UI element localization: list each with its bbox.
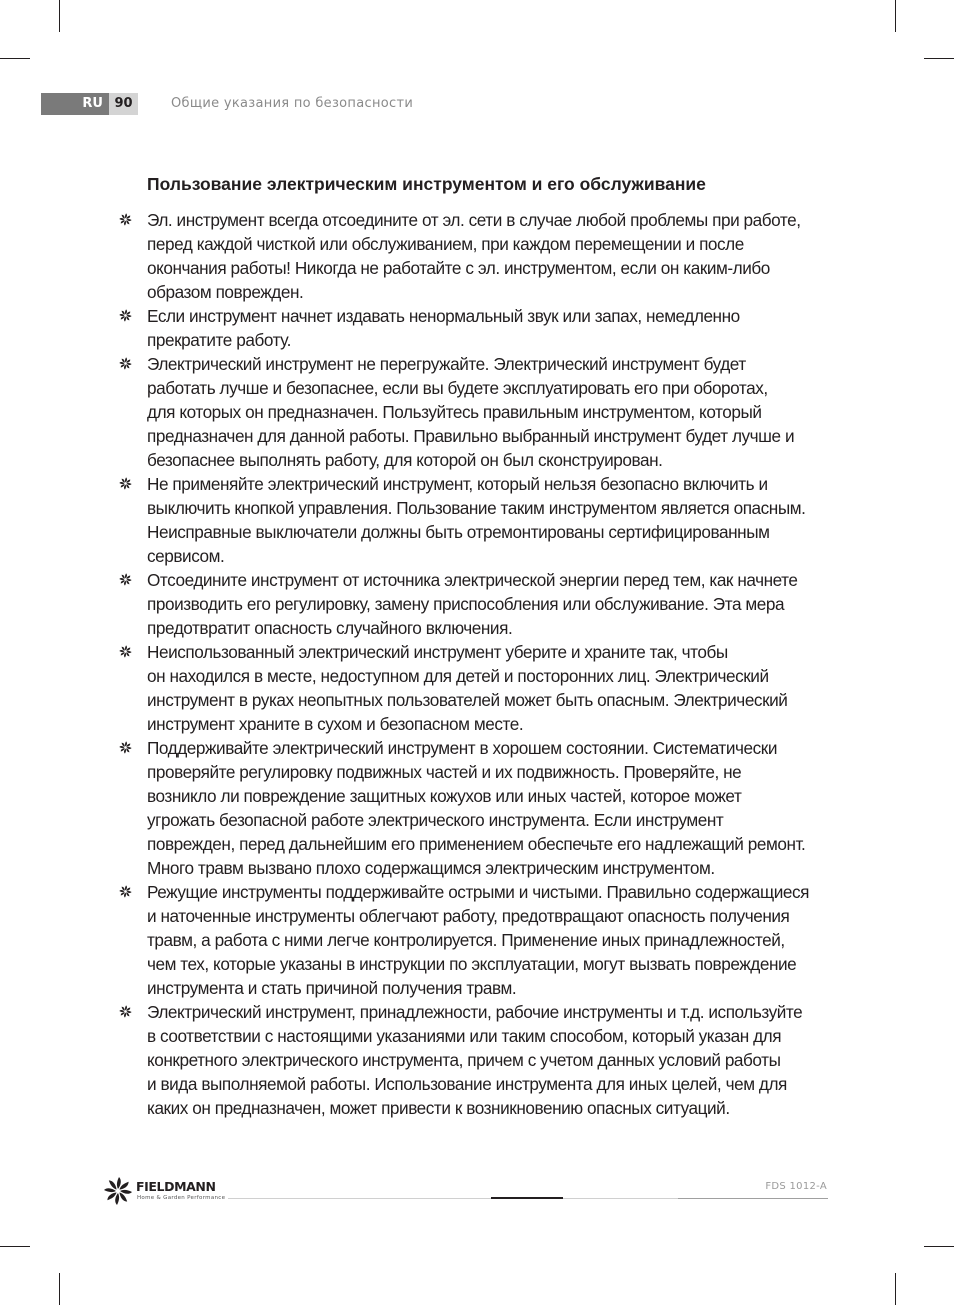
section-title: Общие указания по безопасности	[171, 96, 414, 111]
brand-tagline: Home & Garden Performance	[137, 1195, 226, 1201]
list-item-text: прекратите работу.	[147, 330, 291, 350]
list-item-text: и вида выполняемой работы. Использование инструмента для иных целей, чем для	[147, 1074, 787, 1094]
list-item	[118, 472, 818, 568]
bullet-icon	[119, 885, 132, 898]
list-item-text: в соответствии с настоящими указаниями или таким способом, который указан для	[147, 1026, 782, 1046]
list-item-text: инструмент в руках неопытных пользователей может быть опасным. Электрический	[147, 690, 788, 710]
list-item	[118, 304, 818, 352]
fan-logo-icon	[103, 1176, 133, 1206]
list-item-text: инструмент храните в сухом и безопасном месте.	[147, 714, 524, 734]
page-number: 90	[109, 93, 138, 115]
crop-mark	[895, 1273, 896, 1305]
list-item	[118, 736, 818, 880]
brand-name: FIELDMANN	[136, 1179, 216, 1194]
fieldmann-logo	[103, 1176, 233, 1208]
safety-instructions-list	[118, 208, 818, 1120]
list-item-text: инструмента и стать причиной получения травм.	[147, 978, 517, 998]
list-item	[118, 352, 818, 472]
list-item-text: окончания работы! Никогда не работайте с эл. инструментом, если он каким-либо	[147, 258, 770, 278]
footer-rule	[228, 1198, 491, 1199]
list-item-text: Поддерживайте электрический инструмент в хорошем состоянии. Систематически	[147, 738, 777, 758]
list-item-text: предназначен для данной работы. Правильно выбранный инструмент будет лучше и	[147, 426, 795, 446]
list-item-text: перед каждой чисткой или обслуживанием, при каждом перемещении и после	[147, 234, 744, 254]
language-label: RU	[41, 93, 109, 115]
crop-mark	[924, 1246, 954, 1247]
list-item-text: Электрический инструмент, принадлежности, рабочие инструменты и т.д. используйте	[147, 1002, 803, 1022]
footer-rule-accent	[491, 1197, 563, 1199]
list-item-text: образом поврежден.	[147, 282, 304, 302]
list-item-text: Электрический инструмент не перегружайте. Электрический инструмент будет	[147, 354, 746, 374]
list-item-text: травм, а работа с ними легче контролируется. Применение иных принадлежностей,	[147, 930, 785, 950]
list-item-text: каких он предназначен, может привести к возникновению опасных ситуаций.	[147, 1098, 730, 1118]
bullet-icon	[119, 357, 132, 370]
bullet-icon	[119, 477, 132, 490]
list-item-text: угрожать безопасной работе электрического инструмента. Если инструмент	[147, 810, 724, 830]
footer-rule	[678, 1198, 828, 1199]
list-item-text: для которых он предназначен. Пользуйтесь правильным инструментом, который	[147, 402, 762, 422]
list-item-text: Отсоедините инструмент от источника электрической энергии перед тем, как начнете	[147, 570, 798, 590]
list-item-text: проверяйте регулировку подвижных частей и их подвижность. Проверяйте, не	[147, 762, 742, 782]
bullet-icon	[119, 645, 132, 658]
bullet-icon	[119, 213, 132, 226]
bullet-icon	[119, 741, 132, 754]
list-item-text: поврежден, перед дальнейшим его применением обеспечьте его надлежащий ремонт.	[147, 834, 806, 854]
list-item-text: чем тех, которые указаны в инструкции по эксплуатации, могут вызвать повреждение	[147, 954, 797, 974]
list-item-text: и наточенные инструменты облегчают работу, предотвращают опасность получения	[147, 906, 790, 926]
list-item-text: Неиспользованный электрический инструмент уберите и храните так, чтобы	[147, 642, 728, 662]
list-item-text: Неисправные выключатели должны быть отремонтированы сертифицированным	[147, 522, 770, 542]
list-item	[118, 1000, 818, 1120]
footer-rule	[563, 1198, 678, 1199]
list-item-text: Много травм вызвано плохо содержащимся электрическим инструментом.	[147, 858, 715, 878]
bullet-icon	[119, 309, 132, 322]
list-item-text: предотвратит опасность случайного включения.	[147, 618, 513, 638]
list-item-text: выключить кнопкой управления. Пользование таким инструментом является опасным.	[147, 498, 806, 518]
list-item-text: работать лучше и безопаснее, если вы будете эксплуатировать его при оборотах,	[147, 378, 768, 398]
crop-mark	[0, 58, 30, 59]
list-item-text: возникло ли повреждение защитных кожухов или иных частей, которое может	[147, 786, 742, 806]
list-item-text: он находился в месте, недоступном для детей и посторонних лиц. Электрический	[147, 666, 769, 686]
list-item-text: производить его регулировку, замену приспособления или обслуживание. Эта мера	[147, 594, 785, 614]
list-item	[118, 208, 818, 304]
page-header	[41, 93, 138, 115]
list-item	[118, 880, 818, 1000]
bullet-icon	[119, 1005, 132, 1018]
list-item-text: Режущие инструменты поддерживайте острыми и чистыми. Правильно содержащиеся	[147, 882, 809, 902]
list-item	[118, 568, 818, 640]
crop-mark	[59, 0, 60, 32]
crop-mark	[895, 0, 896, 32]
list-item-text: Если инструмент начнет издавать ненормальный звук или запах, немедленно	[147, 306, 740, 326]
list-item-text: сервисом.	[147, 546, 225, 566]
model-number: FDS 1012-A	[765, 1181, 827, 1192]
list-item-text: безопаснее выполнять работу, для которой он был сконструирован.	[147, 450, 663, 470]
list-item-text: Не применяйте электрический инструмент, который нельзя безопасно включить и	[147, 474, 768, 494]
list-item	[118, 640, 818, 736]
list-item-text: конкретного электрического инструмента, причем с учетом данных условий работы	[147, 1050, 781, 1070]
subsection-heading: Пользование электрическим инструментом и его обслуживание	[147, 174, 706, 194]
list-item-text: Эл. инструмент всегда отсоедините от эл. сети в случае любой проблемы при работе,	[147, 210, 801, 230]
bullet-icon	[119, 573, 132, 586]
crop-mark	[924, 58, 954, 59]
crop-mark	[59, 1273, 60, 1305]
crop-mark	[0, 1246, 30, 1247]
